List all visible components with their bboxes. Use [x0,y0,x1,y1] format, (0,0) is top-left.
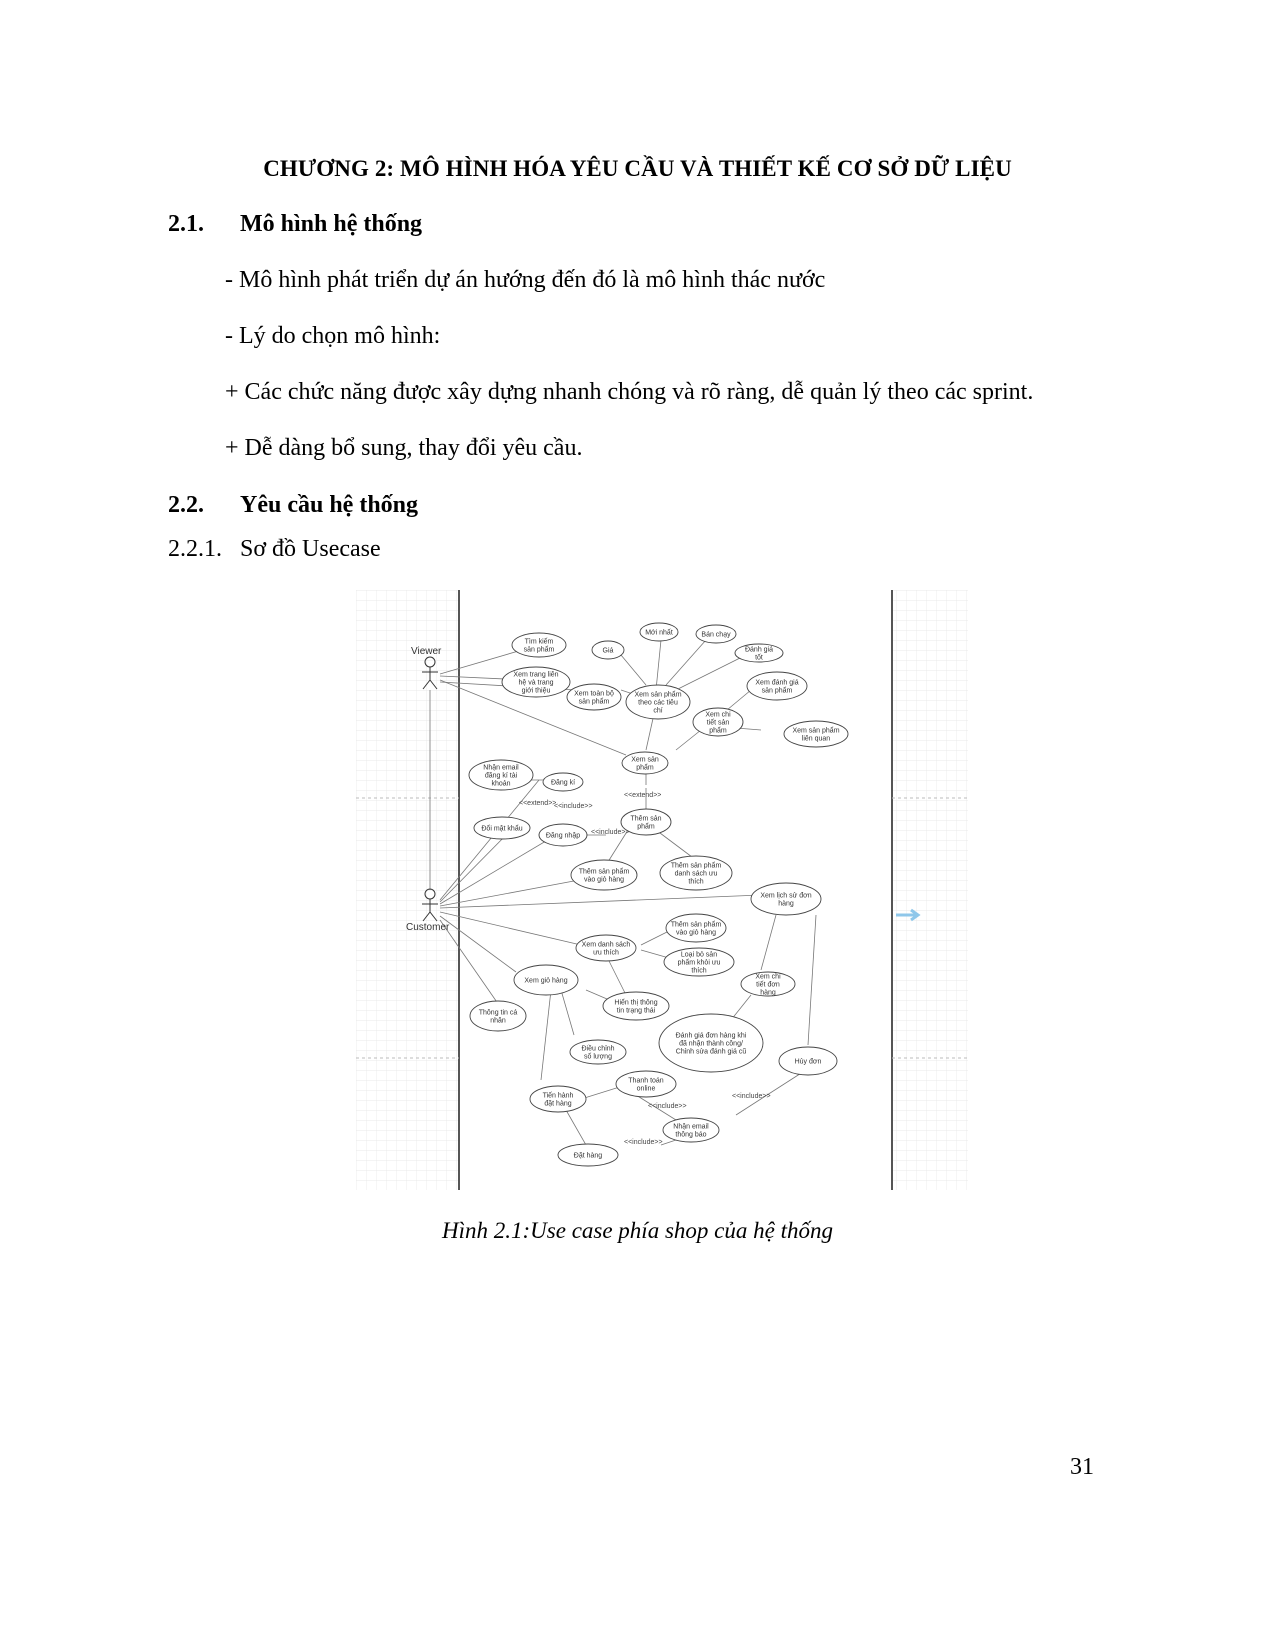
usecase-label: Xem sản phẩm liên quan [792,727,840,743]
usecase-label: Hủy đơn [794,1058,822,1066]
section-heading-2-1 [168,211,422,238]
usecase-label: Đổi mật khẩu [481,825,523,833]
usecase-node [512,633,566,657]
usecase-label: Giá [602,647,614,655]
usecase-node [558,1144,618,1166]
usecase-node [539,824,587,846]
usecase-node [530,1086,586,1112]
section-number: 2.1. [168,211,204,237]
stereotype-label: <<include>> [648,1103,687,1110]
usecase-label: Xem trang liên hệ và trang giới thiệu [513,671,559,695]
usecase-label: Xem đánh giá sản phẩm [755,679,799,695]
usecase-label: Xem sản phẩm theo các tiêu chí [634,691,682,715]
figure-caption: Hình 2.1:Use case phía shop của hệ thống [442,1218,833,1243]
usecase-label: Xem lịch sử đơn hàng [760,892,812,908]
usecase-label: Hiển thị thông tin trạng thái [614,999,658,1015]
usecase-label: Mới nhất [645,629,673,637]
paragraph: - Mô hình phát triển dự án hướng đến đó là mô hình thác nước [225,267,826,293]
usecase-node [735,644,783,662]
usecase-label: Đánh giá đơn hàng khi đã nhận thành công/ Chỉnh sửa đánh giá cũ [675,1032,747,1056]
usecase-label: Đăng kí [550,779,576,787]
actor-customer-label: Customer [406,922,450,933]
usecase-node [567,684,621,710]
section-title: Mô hình hệ thống [240,211,423,237]
usecase-node [592,641,624,659]
section-number: 2.2. [168,492,204,518]
chapter-title: CHƯƠNG 2: MÔ HÌNH HÓA YÊU CẦU VÀ THIẾT KẾ CƠ SỞ DỮ LIỆU [263,156,1012,181]
usecase-node [570,1040,626,1064]
usecase-label: Thêm sản phẩm vào giỏ hàng [670,921,722,937]
stereotype-label: <<include>> [732,1093,771,1100]
section-heading-2-2 [168,492,418,519]
usecase-node [747,672,807,700]
section-title: Yêu cầu hệ thống [240,492,419,518]
usecase-node [514,965,578,995]
usecase-label: Nhận email thông báo [673,1123,709,1139]
subsection-number: 2.2.1. [168,536,222,562]
usecase-diagram [356,590,968,1190]
usecase-label: Xem giỏ hàng [524,977,568,985]
usecase-node [779,1047,837,1075]
usecase-label: Xem sản phẩm [631,756,659,772]
usecase-label: Thanh toán online [628,1077,664,1093]
stereotype-label: <<include>> [591,829,630,836]
usecase-label: Đăng nhập [545,832,581,840]
usecase-label: Loại bỏ sản phẩm khỏi ưu thích [677,951,721,975]
usecase-label: Bán chạy [701,631,731,639]
usecase-node [659,1014,763,1072]
usecase-label: Thêm sản phẩm [630,815,662,831]
actor-viewer-label: Viewer [411,646,442,657]
subsection-title: Sơ đồ Usecase [240,536,381,562]
usecase-node [571,860,637,890]
usecase-label: Đánh giá tốt [744,646,774,662]
usecase-node [543,773,583,791]
stereotype-label: <<extend>> [624,792,662,799]
usecase-node [616,1071,676,1097]
usecase-node [469,760,533,790]
usecase-node [741,972,795,997]
paragraph: + Các chức năng được xây dựng nhanh chóng và rõ ràng, dễ quản lý theo các sprint. [225,379,1034,405]
usecase-node [693,708,743,736]
usecase-label: Điều chỉnh số lượng [581,1045,615,1061]
usecase-label: Đặt hàng [573,1152,603,1160]
usecase-label: Thêm sản phẩm danh sách ưu thích [670,862,722,886]
usecase-node [626,685,690,719]
usecase-node [474,817,530,839]
subsection-heading-2-2-1 [168,536,381,563]
stereotype-label: <<include>> [554,803,593,810]
usecase-node [660,856,732,890]
usecase-node [640,623,678,641]
usecase-node [666,914,726,942]
usecase-node [622,752,668,774]
usecase-label: Xem chi tiết sản phẩm [705,711,731,735]
paragraph: - Lý do chọn mô hình: [225,323,441,349]
usecase-node [603,992,669,1020]
usecase-label: Tìm kiếm sản phẩm [523,638,555,654]
usecase-node [784,721,848,747]
page-number: 31 [1070,1454,1094,1480]
usecase-label: Xem toàn bộ sản phẩm [574,690,614,706]
usecase-label: Xem danh sách ưu thích [581,941,631,957]
usecase-node [502,667,570,697]
usecase-node [696,625,736,643]
usecase-node [576,935,636,961]
usecase-node [470,1001,526,1031]
stereotype-label: <<include>> [624,1139,663,1146]
usecase-label: Nhận email đăng kí tài khoản [483,764,519,788]
usecase-label: Xem chi tiết đơn hàng [755,973,781,997]
paragraph: + Dễ dàng bổ sung, thay đổi yêu cầu. [225,435,583,461]
usecase-node [751,883,821,915]
usecase-label: Thêm sản phẩm vào giỏ hàng [578,868,630,884]
usecase-label: Thông tin cá nhân [478,1009,518,1025]
usecase-node [663,1118,719,1142]
usecase-node [664,948,734,976]
usecase-label: Tiến hành đặt hàng [542,1092,574,1108]
stereotype-label: <<extend>> [519,800,557,807]
